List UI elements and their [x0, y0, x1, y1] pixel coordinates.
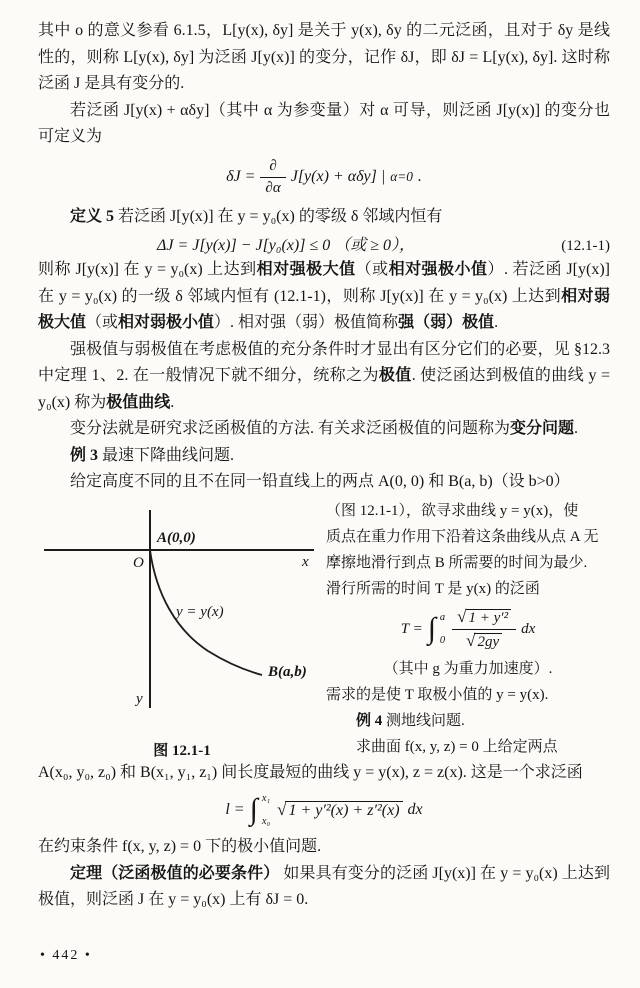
radicand: 1 + y′² — [466, 609, 512, 626]
paragraph-geodesic-continued — [38, 760, 610, 787]
formula-period: . — [417, 168, 422, 185]
paragraph-variational-method — [38, 416, 610, 443]
paragraph-definition-5 — [38, 204, 610, 231]
x-axis-label: x — [302, 553, 309, 570]
formula-arc-length-functional — [38, 793, 610, 827]
integral-sign: ∫ — [249, 793, 258, 826]
example-4-title: 测地线问题. — [382, 712, 465, 729]
emphasis-extremum: 强（弱）极值 — [398, 314, 495, 331]
paragraph-variation-alt-def — [38, 98, 610, 151]
radical-icon: √ — [457, 606, 467, 626]
fraction — [260, 158, 285, 197]
integral-sign: ∫ — [427, 612, 436, 645]
body-text: 求曲面 f(x, y, z) = 0 上给定两点 — [356, 738, 558, 755]
emphasis-weak-min: 相对弱极小值 — [118, 314, 215, 331]
radical-icon: √ — [277, 800, 287, 819]
body-text: 则称 J[y(x)] 在 y = y₀(x) 上达到 — [38, 261, 257, 278]
origin-label: O — [133, 554, 144, 571]
paragraph-constraint — [38, 834, 610, 861]
integral-lower-limit: x₀ — [261, 816, 271, 827]
differential: dx — [521, 620, 536, 637]
body-text: 若泛函 J[y(x) + αδy]（其中 α 为参变量）对 α 可导，则泛函 J[y(x)] 的变分也可定义为 — [38, 101, 610, 145]
body-text: 若泛函 J[y(x)] 在 y = y₀(x) 的零级 δ 邻域内恒有 — [114, 207, 443, 225]
formula-variation-definition — [38, 158, 610, 197]
rc-line-6 — [326, 682, 610, 708]
fraction-denominator: ∂α — [265, 179, 281, 196]
example-4-label: 例 4 — [356, 712, 383, 729]
integral-limits — [440, 612, 445, 646]
equation-number: (12.1-1) — [561, 238, 610, 254]
radical-icon: √ — [466, 630, 476, 650]
body-text: 需求的是使 T 取极小值的 y = y(x). — [326, 686, 549, 703]
rc-line-1 — [326, 498, 610, 524]
body-text: . — [494, 314, 499, 331]
body-text: ）. 相对强（弱）极值简称 — [214, 314, 399, 331]
y-axis-label: y — [136, 690, 143, 707]
rc-line-5 — [326, 656, 610, 682]
definition-label: 定义 5 — [70, 207, 115, 225]
formula-subscript: α=0 — [390, 169, 413, 184]
paragraph-example-4 — [326, 708, 610, 734]
radicand: 2gy — [474, 633, 502, 650]
point-A-label: A(0,0) — [157, 529, 196, 546]
integral-lower-limit: 0 — [439, 635, 446, 646]
emphasis-strong-min: 相对强极小值 — [388, 261, 488, 278]
example-3-label: 例 3 — [70, 446, 99, 464]
paragraph-intro — [38, 18, 610, 98]
point-B-label: B(a,b) — [268, 663, 307, 680]
body-text: （或 — [355, 261, 389, 278]
figure-caption: 图 12.1-1 — [153, 742, 211, 759]
formula-time-functional — [326, 608, 610, 651]
theorem-body: 如果具有变分的泛函 J[y(x)] 在 y = y₀(x) 上达到极值，则泛函 J 在 y = y₀(x) 上有 δJ = 0. — [38, 864, 610, 908]
body-text: （图 12.1-1），欲寻求曲线 y = y(x)，使 — [326, 502, 579, 519]
radicand: 1 + y′²(x) + z′²(x) — [285, 801, 402, 819]
body-text: . 使泛函达到极值的曲线 y = y₀(x) 称为 — [38, 367, 610, 411]
body-text: 滑行所需的时间 T 是 y(x) 的泛函 — [326, 580, 540, 597]
formula-lhs: l = — [225, 801, 245, 818]
figure-12-1-1 — [38, 498, 326, 730]
emphasis-variational-problem: 变分问题 — [510, 420, 575, 437]
emphasis-strong-max: 相对强极大值 — [256, 261, 356, 278]
body-text: . — [574, 420, 579, 437]
formula-lhs: T = — [400, 620, 423, 637]
body-text: ）. 若泛函 J[y(x)] 在 y = y₀(x) 的一级 δ 邻域内恒有 (12.1-1)，则称 J[y(x)] 在 y = y₀(x) 上达到 — [38, 261, 610, 305]
emphasis-jizhi: 极值 — [378, 367, 412, 384]
body-text: （或 — [86, 314, 119, 331]
paragraph-extrema-naming — [38, 337, 610, 417]
paragraph-example-3 — [38, 443, 610, 470]
figure-and-text-columns — [38, 498, 610, 760]
page-number: • 442 • — [40, 948, 92, 963]
paragraph-brachistochrone-setup — [38, 469, 610, 496]
integral-limits — [262, 793, 270, 827]
fraction-numerator — [452, 608, 516, 630]
rc-line-2 — [326, 524, 610, 550]
rc-line-7 — [326, 734, 610, 760]
emphasis-weak-max: 相对弱极大值 — [38, 287, 610, 331]
theorem-label: 定理（泛函极值的必要条件） — [70, 864, 280, 882]
example-3-title: 最速下降曲线问题. — [98, 446, 235, 464]
integral-upper-limit: a — [439, 612, 446, 623]
fraction — [452, 608, 516, 651]
body-text: 在约束条件 f(x, y, z) = 0 下的极小值问题. — [38, 838, 322, 855]
body-text: 变分法就是研究求泛函极值的方法. 有关求泛函极值的问题称为 — [70, 420, 511, 437]
formula-lhs: δJ = — [226, 168, 256, 185]
rc-line-3 — [326, 550, 610, 576]
fraction-denominator — [452, 630, 516, 651]
body-text: 强极值与弱极值在考虑极值的充分条件时才显出有区分它们的必要，见 §12.3 中定理 1、2. 在一般情况下就不细分，统称之为 — [38, 340, 610, 384]
body-text: . — [170, 393, 175, 411]
equation-12-1-1 — [38, 232, 610, 255]
differential: dx — [407, 801, 423, 818]
body-text: 给定高度不同的且不在同一铅直线上的两点 A(0, 0) 和 B(a, b)（设 b>0） — [70, 473, 570, 490]
paragraph-theorem — [38, 861, 610, 914]
formula-body: J[y(x) + αδy] | — [290, 168, 386, 185]
rc-line-4 — [326, 576, 610, 602]
body-text: 摩擦地滑行到点 B 所需要的时间为最少. — [326, 554, 588, 571]
fraction-numerator: ∂ — [260, 158, 285, 178]
body-text: 其中 o 的意义参看 6.1.5，L[y(x), δy] 是关于 y(x), δy 的二元泛函，且对于 δy 是线性的，则称 L[y(x), δy] 为泛函 J[y(x)] 的变分，记作 δJ，即 δJ = L[y(x), δy]. 这时称泛函 J 是具有变分的. — [38, 22, 610, 92]
body-text: （其中 g 为重力加速度）. — [383, 660, 553, 677]
curve-equation-label: y = y(x) — [176, 603, 224, 620]
body-text: 质点在重力作用下沿着这条曲线从点 A 无 — [326, 528, 599, 545]
radical-group — [277, 800, 402, 820]
integral-upper-limit: x₁ — [261, 793, 271, 804]
equation-body: ΔJ = J[y(x)] − J[y₀(x)] ≤ 0 （或 ≥ 0）， — [156, 237, 416, 254]
text-column — [326, 498, 610, 760]
body-text: A(x₀, y₀, z₀) 和 B(x₁, y₁, z₁) 间长度最短的曲线 y = y(x), z = z(x). 这是一个求泛函 — [38, 763, 583, 781]
paragraph-strong-weak-extrema — [38, 257, 610, 337]
emphasis-extremal-curve: 极值曲线 — [106, 393, 171, 411]
figure-column — [38, 498, 326, 760]
